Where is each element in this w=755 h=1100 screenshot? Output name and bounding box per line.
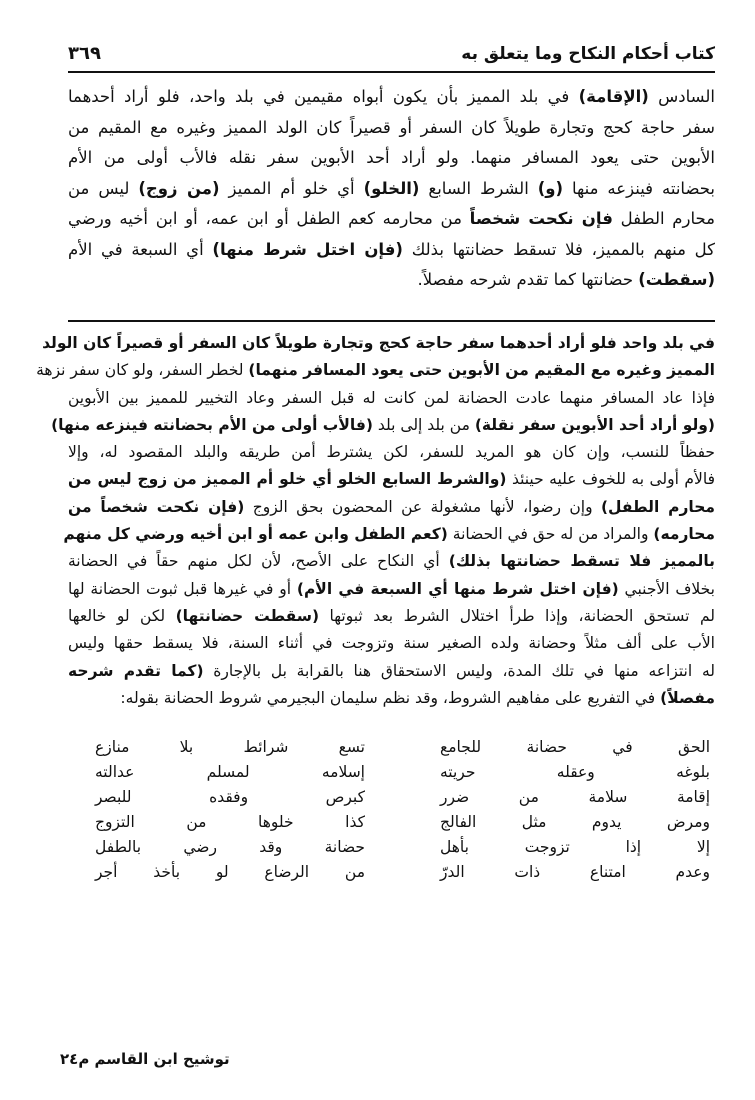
main-text-line — [68, 265, 715, 296]
commentary-line — [51, 412, 715, 439]
poem-verse — [95, 810, 715, 835]
text-segment: بخلاف الأجنبي — [618, 579, 715, 598]
commentary-line — [68, 548, 715, 575]
matn-quote: محارمه) — [653, 525, 715, 544]
commentary-line — [68, 685, 715, 712]
poem-first-hemistich: ومرض يدوم مثل الفالج — [440, 813, 710, 831]
commentary-line — [68, 576, 715, 603]
matn-quote: (سقطت حضانتها) — [175, 606, 320, 625]
text-segment: حضانتها كما تقدم شرحه مفصلاً. — [417, 270, 639, 289]
matn-quote: (فإن نكحت شخصاً من — [68, 497, 245, 516]
main-text-line — [68, 204, 715, 235]
commentary-line — [68, 494, 715, 521]
matn-quote: (فالأب أولى من الأم بحضانته فينزعه منها) — [51, 415, 373, 434]
text-segment: فإذا عاد المسافر منهما عادت الحضانة لمن كانت له قبل السفر وعاد التخيير للمميز بين الأبوين — [68, 388, 715, 407]
commentary-line — [68, 439, 715, 466]
commentary-line — [68, 385, 715, 412]
matn-quote: (الخلو) — [363, 178, 420, 198]
commentary-line — [68, 630, 715, 657]
matn-quote: (والشرط السابع الخلو أي خلو أم المميز من زوج ليس من — [68, 470, 507, 489]
text-segment: أي السبعة في الأم — [68, 239, 213, 259]
text-segment: كل منهم بالمميز، فلا تسقط حضانتها بذلك — [402, 239, 716, 259]
poem-second-hemistich: حضانة وقد رضي بالطفل — [95, 838, 365, 856]
poem-first-hemistich: وعدم امتناع ذات الدرّ — [440, 863, 710, 881]
main-text-line — [68, 82, 715, 113]
main-text-line — [68, 174, 715, 205]
header-rule — [68, 71, 715, 73]
text-segment: لخطر السفر، ولو كان سفر نزهة — [36, 361, 249, 380]
text-segment: فالأم أولى به للخوف عليه حينئذ — [506, 470, 715, 489]
main-text-line — [68, 235, 715, 266]
footer-signature: توشيح ابن القاسم م٢٤ — [60, 1050, 230, 1068]
commentary-line — [42, 330, 715, 357]
matn-quote: المميز وغيره مع المقيم من الأبوين حتى يعود المسافر منهما) — [248, 361, 715, 380]
chapter-title: كتاب أحكام النكاح وما يتعلق به — [461, 44, 715, 64]
matn-quote: في بلد واحد فلو أراد أحدهما سفر حاجة كحج وتجارة طويلاً كان السفر أو قصيراً كان الولد — [42, 334, 715, 352]
text-segment: حفظاً للنسب، وإن كان هو المريد للسفر، لكن يشترط أمن طريقه والبلد المقصود له، وإلا — [68, 443, 715, 462]
poem-verse — [95, 760, 715, 785]
text-segment: الأب على ألف مثلاً وحضانة ولده الصغير سنة وتزوجت في أثناء السنة، فلا يسقط حقها وليس — [68, 634, 715, 653]
commentary-text — [36, 330, 716, 712]
page-number: ٣٦٩ — [68, 43, 101, 64]
main-text-line — [68, 113, 715, 144]
text-segment: السادس — [648, 87, 716, 106]
text-segment: أو في غيرها قبل ثبوت الحضانة لها — [68, 579, 297, 598]
matn-quote: (كما تقدم شرحه — [68, 661, 204, 680]
commentary-line — [68, 603, 715, 630]
poem-verse — [95, 835, 715, 860]
matn-quote: (فإن اختل شرط منها) — [212, 239, 403, 259]
poem-second-hemistich: كبرص وفقده للبصر — [95, 788, 365, 806]
poem-second-hemistich: من الرضاع لو بأخذ أجر — [95, 863, 365, 881]
matn-quote: (الإقامة) — [578, 87, 649, 106]
text-segment: الشرط السابع — [419, 178, 538, 198]
matn-quote: (و) — [537, 178, 564, 198]
text-segment: الأبوين حتى يعود المسافر منهما. ولو أراد أحد الأبوين سفر نقله فالأب أولى من الأم — [68, 148, 715, 167]
poem-second-hemistich: إسلامه لمسلم عدالته — [95, 763, 365, 781]
commentary-line — [68, 658, 715, 685]
poem-verse — [95, 785, 715, 810]
poem-second-hemistich: تسع شرائط بلا منازع — [95, 738, 365, 756]
text-segment: ليس من — [68, 178, 139, 198]
poem-second-hemistich: كذا خلوها من التزوج — [95, 813, 365, 831]
text-segment: والمراد من له حق في الحضانة — [447, 525, 654, 544]
poem-first-hemistich: بلوغه وعقله حريته — [440, 763, 710, 781]
matn-quote: بالمميز فلا تسقط حضانتها بذلك) — [448, 552, 715, 571]
matn-quote: (كعم الطفل وابن عمه أو ابن أخيه ورضي كل منهم — [63, 525, 448, 544]
text-segment: وإن رضوا، لأنها مشغولة عن المحضون بحق الزوج — [244, 497, 601, 516]
poem-first-hemistich: إقامة سلامة من ضرر — [440, 788, 710, 806]
text-segment: من محارمه كعم الطفل أو ابن عمه، أو ابن أخيه ورضي — [68, 209, 470, 228]
text-segment: أي النكاح على الأصح، لأن لكل منهم حقاً في الحضانة — [68, 552, 449, 571]
commentary-line — [68, 466, 715, 493]
text-segment: له انتزاعه منها في تلك المدة، وليس الاستحقاق هنا بالقرابة بل بالإجارة — [203, 661, 715, 680]
poem-verse — [95, 860, 715, 885]
poem-first-hemistich: الحق في حضانة للجامع — [440, 738, 710, 756]
commentary-line — [63, 521, 715, 548]
text-segment: بحضانته فينزعه منها — [563, 178, 715, 198]
text-segment: في التفريع على مفاهيم الشروط، وقد نظم سليمان البجيرمي شروط الحضانة بقوله: — [120, 688, 661, 707]
text-segment: أي خلو أم المميز — [219, 178, 364, 198]
matn-quote: (ولو أراد أحد الأبوين سفر نقلة) — [474, 415, 715, 434]
matn-quote: فإن نكحت شخصاً — [469, 209, 613, 228]
matn-quote: (فإن اختل شرط منها أي السبعة في الأم) — [296, 579, 619, 598]
text-segment: محارم الطفل — [612, 209, 715, 228]
text-segment: في بلد المميز بأن يكون أبواه مقيمين في بلد واحد، فلو أراد أحدهما — [68, 87, 579, 106]
text-segment: لكن لو خالعها — [68, 606, 176, 625]
poem-first-hemistich: إلا إذا تزوجت بأهل — [440, 838, 710, 856]
main-text — [68, 82, 715, 296]
running-header — [68, 36, 715, 64]
commentary-line — [36, 357, 715, 384]
matn-quote: مفصلاً) — [660, 688, 715, 707]
text-segment: من بلد إلى بلد — [372, 415, 475, 434]
matn-quote: (سقطت) — [638, 270, 715, 289]
main-text-line — [68, 143, 715, 174]
text-segment: سفر حاجة كحج وتجارة طويلاً كان السفر أو قصيراً كان الولد المميز وغيره مع المقيم من — [68, 117, 715, 137]
text-segment: لم تستحق الحضانة، وإذا طرأ اختلال الشرط بعد ثبوتها — [319, 606, 716, 625]
poem — [95, 735, 715, 885]
matn-quote: محارم الطفل) — [600, 497, 715, 516]
matn-quote: (من زوج) — [138, 178, 220, 198]
commentary-separator — [68, 320, 715, 322]
poem-verse — [95, 735, 715, 760]
